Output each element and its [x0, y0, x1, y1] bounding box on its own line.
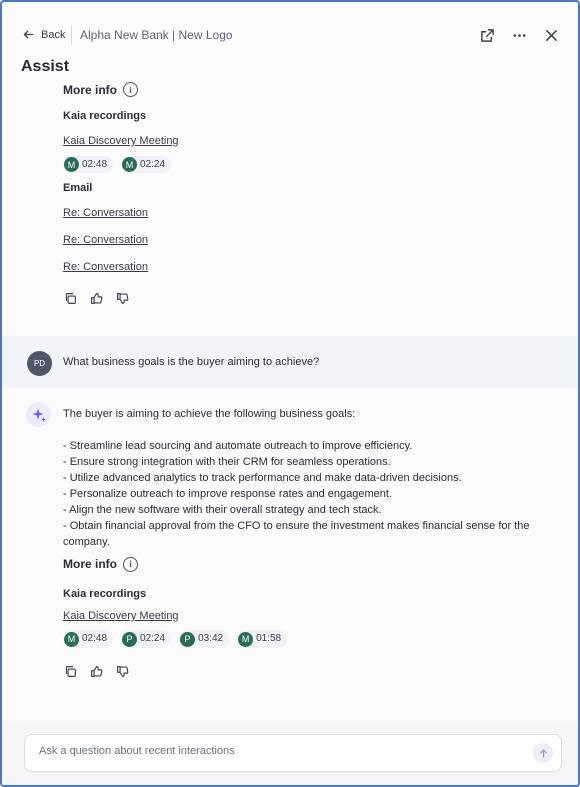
more-info-label: More info — [63, 557, 117, 571]
recording-chip[interactable] — [63, 630, 113, 648]
recording-chip[interactable] — [121, 156, 171, 173]
send-button[interactable] — [533, 743, 553, 763]
more-icon[interactable] — [510, 26, 528, 44]
answer-actions — [63, 664, 544, 678]
recording-link[interactable]: Kaia Discovery Meeting — [63, 610, 179, 622]
recording-chip[interactable] — [179, 630, 229, 648]
answer-intro: The buyer is aiming to achieve the following business goals: — [63, 408, 356, 420]
open-external-icon[interactable] — [478, 26, 496, 44]
recording-link[interactable]: Kaia Discovery Meeting — [63, 135, 179, 147]
answer-actions — [63, 291, 578, 305]
list-item: - Personalize outreach to improve response rates and engagement. — [63, 488, 392, 500]
speaker-avatar: M — [238, 632, 253, 647]
list-item: - Streamline lead sourcing and automate outreach to improve efficiency. — [63, 440, 413, 452]
thumbs-down-icon[interactable] — [115, 664, 129, 678]
back-button[interactable] — [22, 28, 65, 41]
email-link[interactable]: Re: Conversation — [63, 207, 148, 219]
composer — [2, 721, 578, 785]
recordings-heading: Kaia recordings — [63, 588, 147, 600]
user-message — [2, 336, 578, 388]
chip-time: 01:58 — [256, 633, 282, 644]
recording-chip[interactable] — [63, 156, 113, 173]
more-info[interactable] — [63, 82, 578, 97]
list-item: - Obtain financial approval from the CFO to ensure the investment makes financial sense for the company. — [63, 520, 530, 548]
goals-list — [63, 438, 544, 550]
header-divider — [71, 26, 72, 45]
email-link[interactable]: Re: Conversation — [63, 261, 148, 273]
context-title: Alpha New Bank | New Logo — [80, 28, 233, 42]
chip-time: 02:48 — [82, 633, 108, 644]
user-avatar: PD — [27, 351, 52, 376]
close-icon[interactable] — [542, 26, 560, 44]
question-input-box — [24, 734, 562, 772]
email-link[interactable]: Re: Conversation — [63, 234, 148, 246]
user-question: What business goals is the buyer aiming to achieve? — [63, 356, 320, 368]
chip-time: 02:24 — [140, 633, 166, 644]
recording-chips — [63, 630, 544, 648]
arrow-left-icon — [22, 28, 35, 41]
info-icon: i — [123, 82, 138, 97]
speaker-avatar: M — [64, 632, 79, 647]
email-heading: Email — [63, 182, 93, 194]
arrow-up-icon — [538, 748, 549, 759]
more-info[interactable] — [63, 556, 544, 572]
speaker-avatar: P — [122, 632, 137, 647]
thumbs-down-icon[interactable] — [115, 291, 129, 305]
speaker-avatar: M — [122, 157, 137, 172]
copy-icon[interactable] — [63, 291, 77, 305]
more-info-label: More info — [63, 82, 117, 97]
recording-chip[interactable] — [237, 630, 287, 648]
chip-time: 02:24 — [140, 159, 166, 170]
recordings-heading: Kaia recordings — [63, 110, 147, 122]
list-item: - Utilize advanced analytics to track performance and make data-driven decisions. — [63, 472, 462, 484]
sparkle-icon — [31, 407, 47, 423]
chip-time: 02:48 — [82, 159, 108, 170]
recording-chips — [63, 156, 578, 173]
info-icon: i — [123, 557, 138, 572]
panel-title: Assist — [21, 58, 70, 75]
thumbs-up-icon[interactable] — [89, 664, 103, 678]
second-answer — [63, 406, 544, 678]
question-input[interactable] — [37, 744, 511, 758]
back-label: Back — [41, 28, 66, 41]
list-item: - Align the new software with their overall strategy and tech stack. — [63, 504, 382, 516]
assistant-avatar — [26, 402, 51, 427]
first-answer — [2, 78, 578, 305]
speaker-avatar: P — [180, 632, 195, 647]
copy-icon[interactable] — [63, 664, 77, 678]
speaker-avatar: M — [64, 157, 79, 172]
recording-chip[interactable] — [121, 630, 171, 648]
list-item: - Ensure strong integration with their CRM for seamless operations. — [63, 456, 391, 468]
thumbs-up-icon[interactable] — [89, 291, 103, 305]
chip-time: 03:42 — [198, 633, 224, 644]
panel-header — [2, 2, 578, 58]
